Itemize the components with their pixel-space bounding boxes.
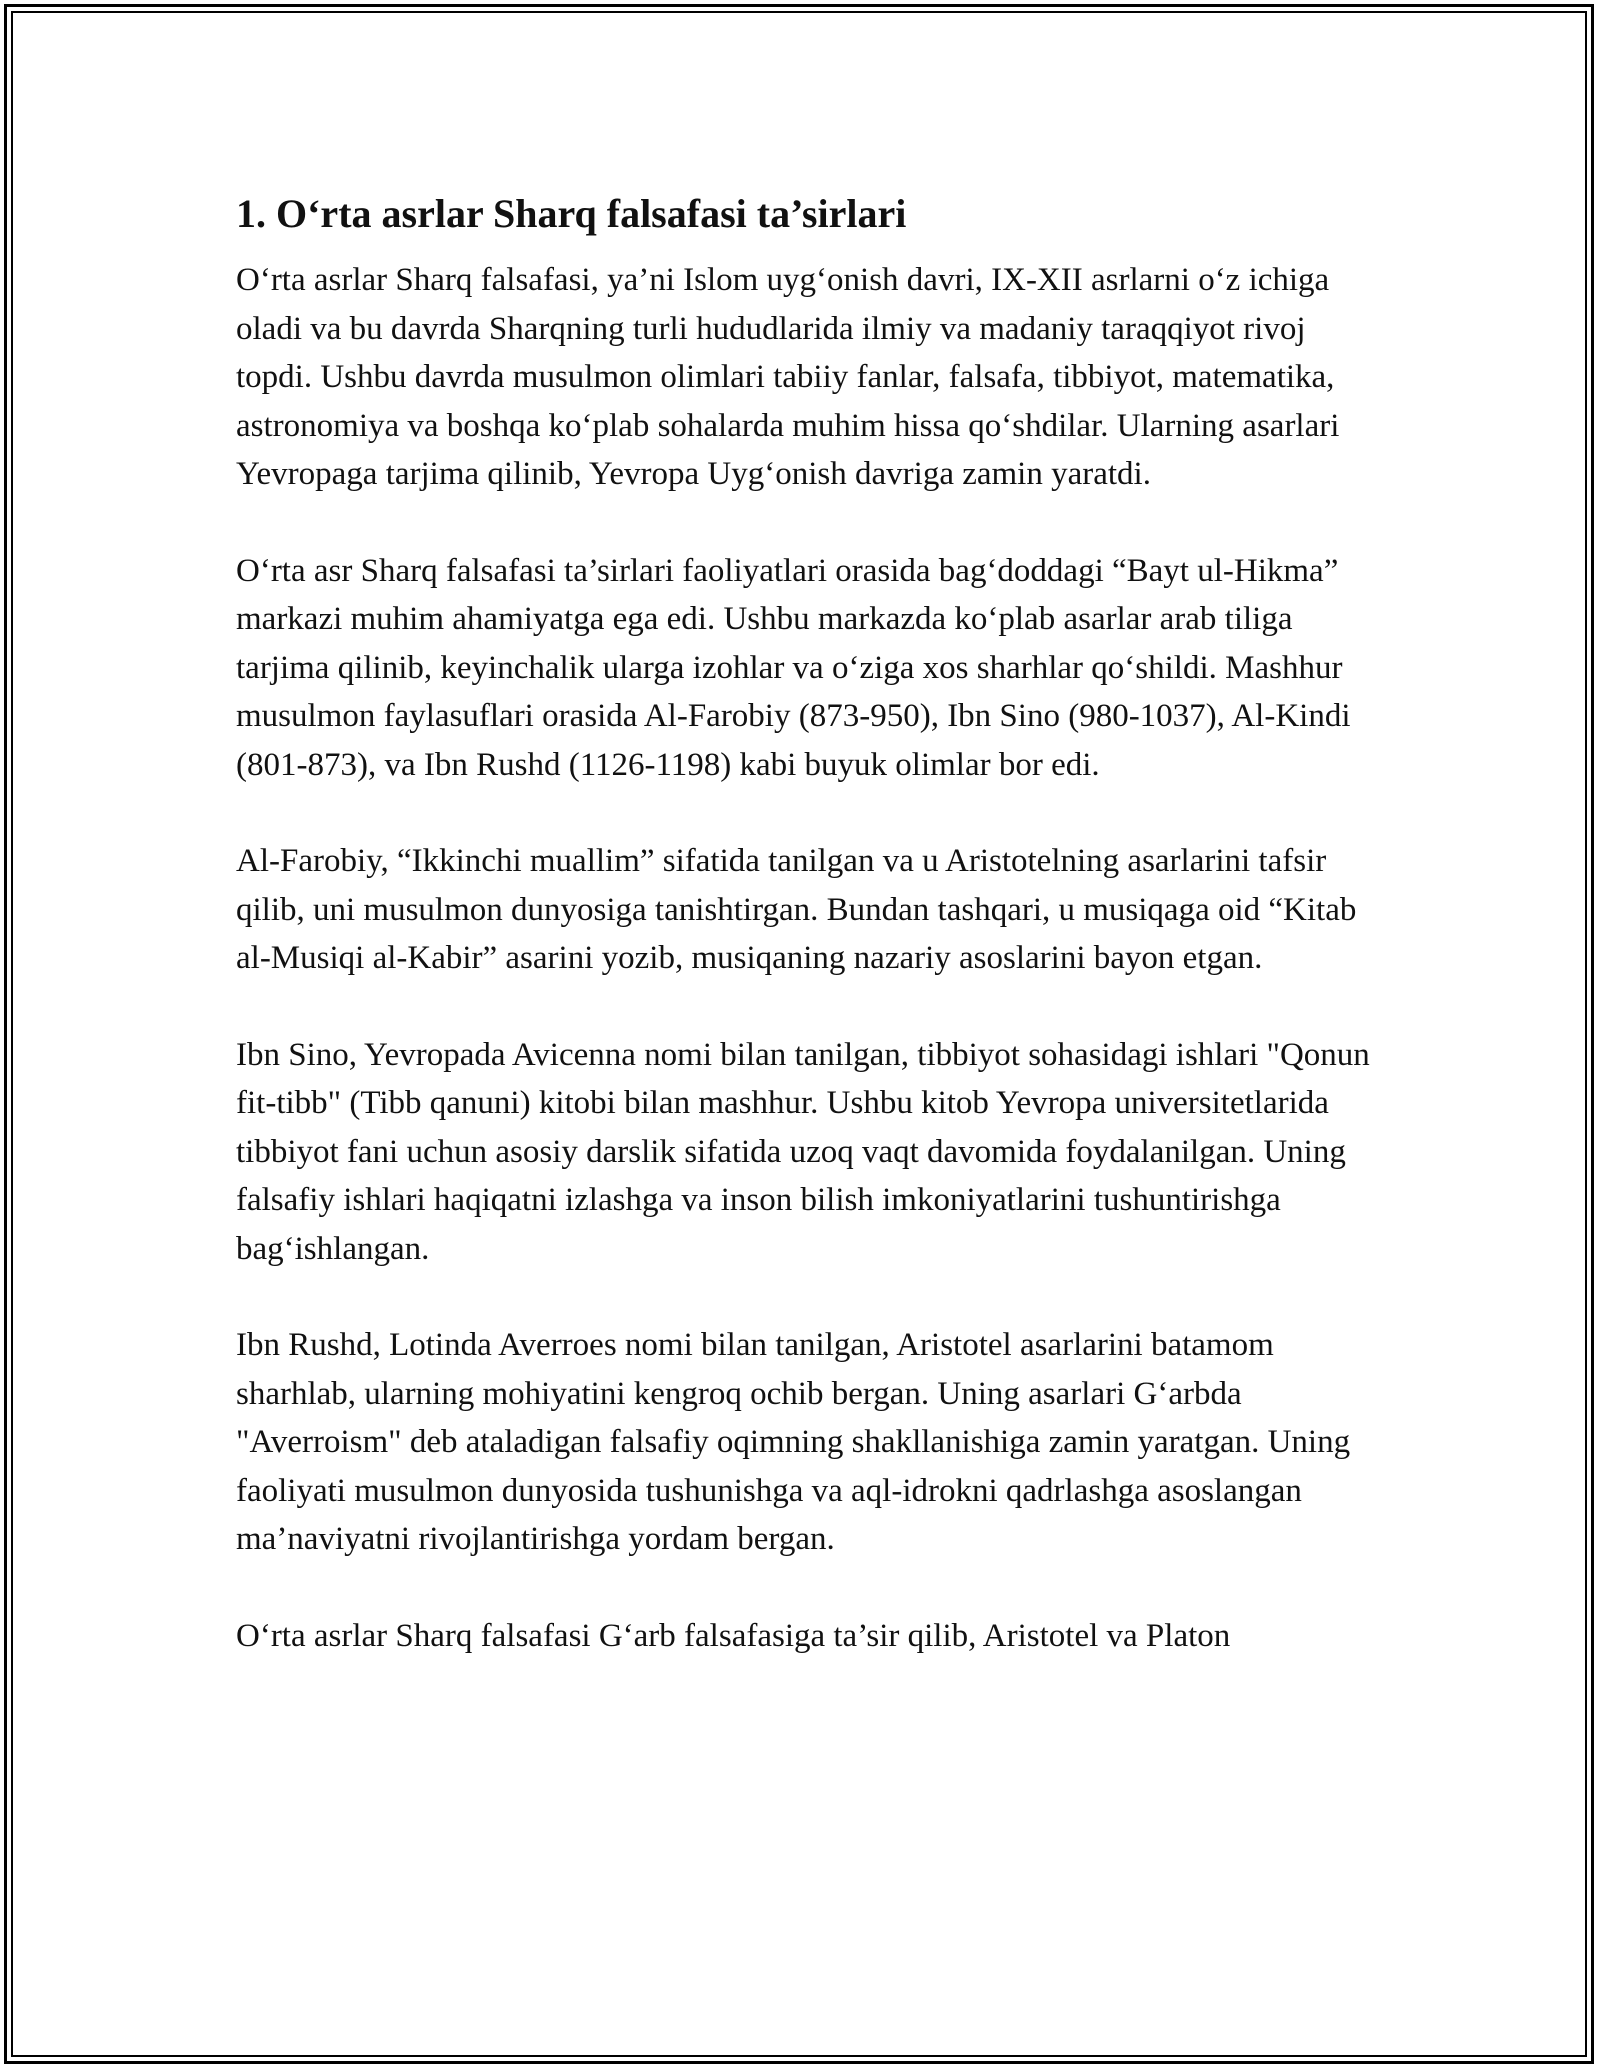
paragraph-1: O‘rta asrlar Sharq falsafasi, ya’ni Islom uyg‘onish davri, IX-XII asrlarni o‘z ichiga oladi va bu davrda Sharqning turli hududlarida ilmiy va madaniy taraqqiyot rivoj topdi. Ushbu davrda musulmon olimlari tabiiy fanlar, falsafa, tibbiyot, matematika, astronomiya va boshqa ko‘plab sohalarda muhim hissa qo‘shdilar. Ularning asarlari Yevropaga tarjima qilinib, Yevropa Uyg‘onish davriga zamin yaratdi. — [236, 262, 1340, 492]
paragraph-2: O‘rta asr Sharq falsafasi ta’sirlari faoliyatlari orasida bag‘doddagi “Bayt ul-Hikma” markazi muhim ahamiyatga ega edi. Ushbu markazda ko‘plab asarlar arab tiliga tarjima qilinib, keyinchalik ularga izohlar va o‘ziga xos sharhlar qo‘shildi. Mashhur musulmon faylasuflari orasida Al-Farobiy (873-950), Ibn Sino (980-1037), Al-Kindi (801-873), va Ibn Rushd (1126-1198) kabi buyuk olimlar bor edi. — [236, 552, 1351, 783]
paragraph-3: Al-Farobiy, “Ikkinchi muallim” sifatida tanilgan va u Aristotelning asarlarini tafsir qilib, uni musulmon dunyosiga tanishtirgan. Bundan tashqari, u musiqaga oid “Kitab al-Musiqi al-Kabir” asarini yozib, musiqaning nazariy asoslarini bayon etgan. — [236, 843, 1357, 976]
paragraph-5: Ibn Rushd, Lotinda Averroes nomi bilan tanilgan, Aristotel asarlarini batamom sharhlab, ularning mohiyatini kengroq ochib bergan. Uning asarlari G‘arbda "Averroism" deb ataladigan falsafiy oqimning shakllanishiga zamin yaratgan. Uning faoliyati musulmon dunyosida tushunishga va aql-idrokni qadrlashga asoslangan ma’naviyatni rivojlantirishga yordam bergan. — [236, 1327, 1351, 1557]
paragraph-6: O‘rta asrlar Sharq falsafasi G‘arb falsafasiga ta’sir qilib, Aristotel va Platon — [236, 1617, 1231, 1654]
paragraph-4: Ibn Sino, Yevropada Avicenna nomi bilan tanilgan, tibbiyot sohasidagi ishlari "Qonun fit-tibb" (Tibb qanuni) kitobi bilan mashhur. Ushbu kitob Yevropa universitetlarida tibbiyot fani uchun asosiy darslik sifatida uzoq vaqt davomida foydalanilgan. Uning falsafiy ishlari haqiqatni izlashga va inson bilish imkoniyatlarini tushuntirishga bag‘ishlangan. — [236, 1036, 1370, 1267]
document-body — [236, 186, 1376, 1708]
section-heading: 1. O‘rta asrlar Sharq falsafasi ta’sirlari — [236, 191, 907, 236]
